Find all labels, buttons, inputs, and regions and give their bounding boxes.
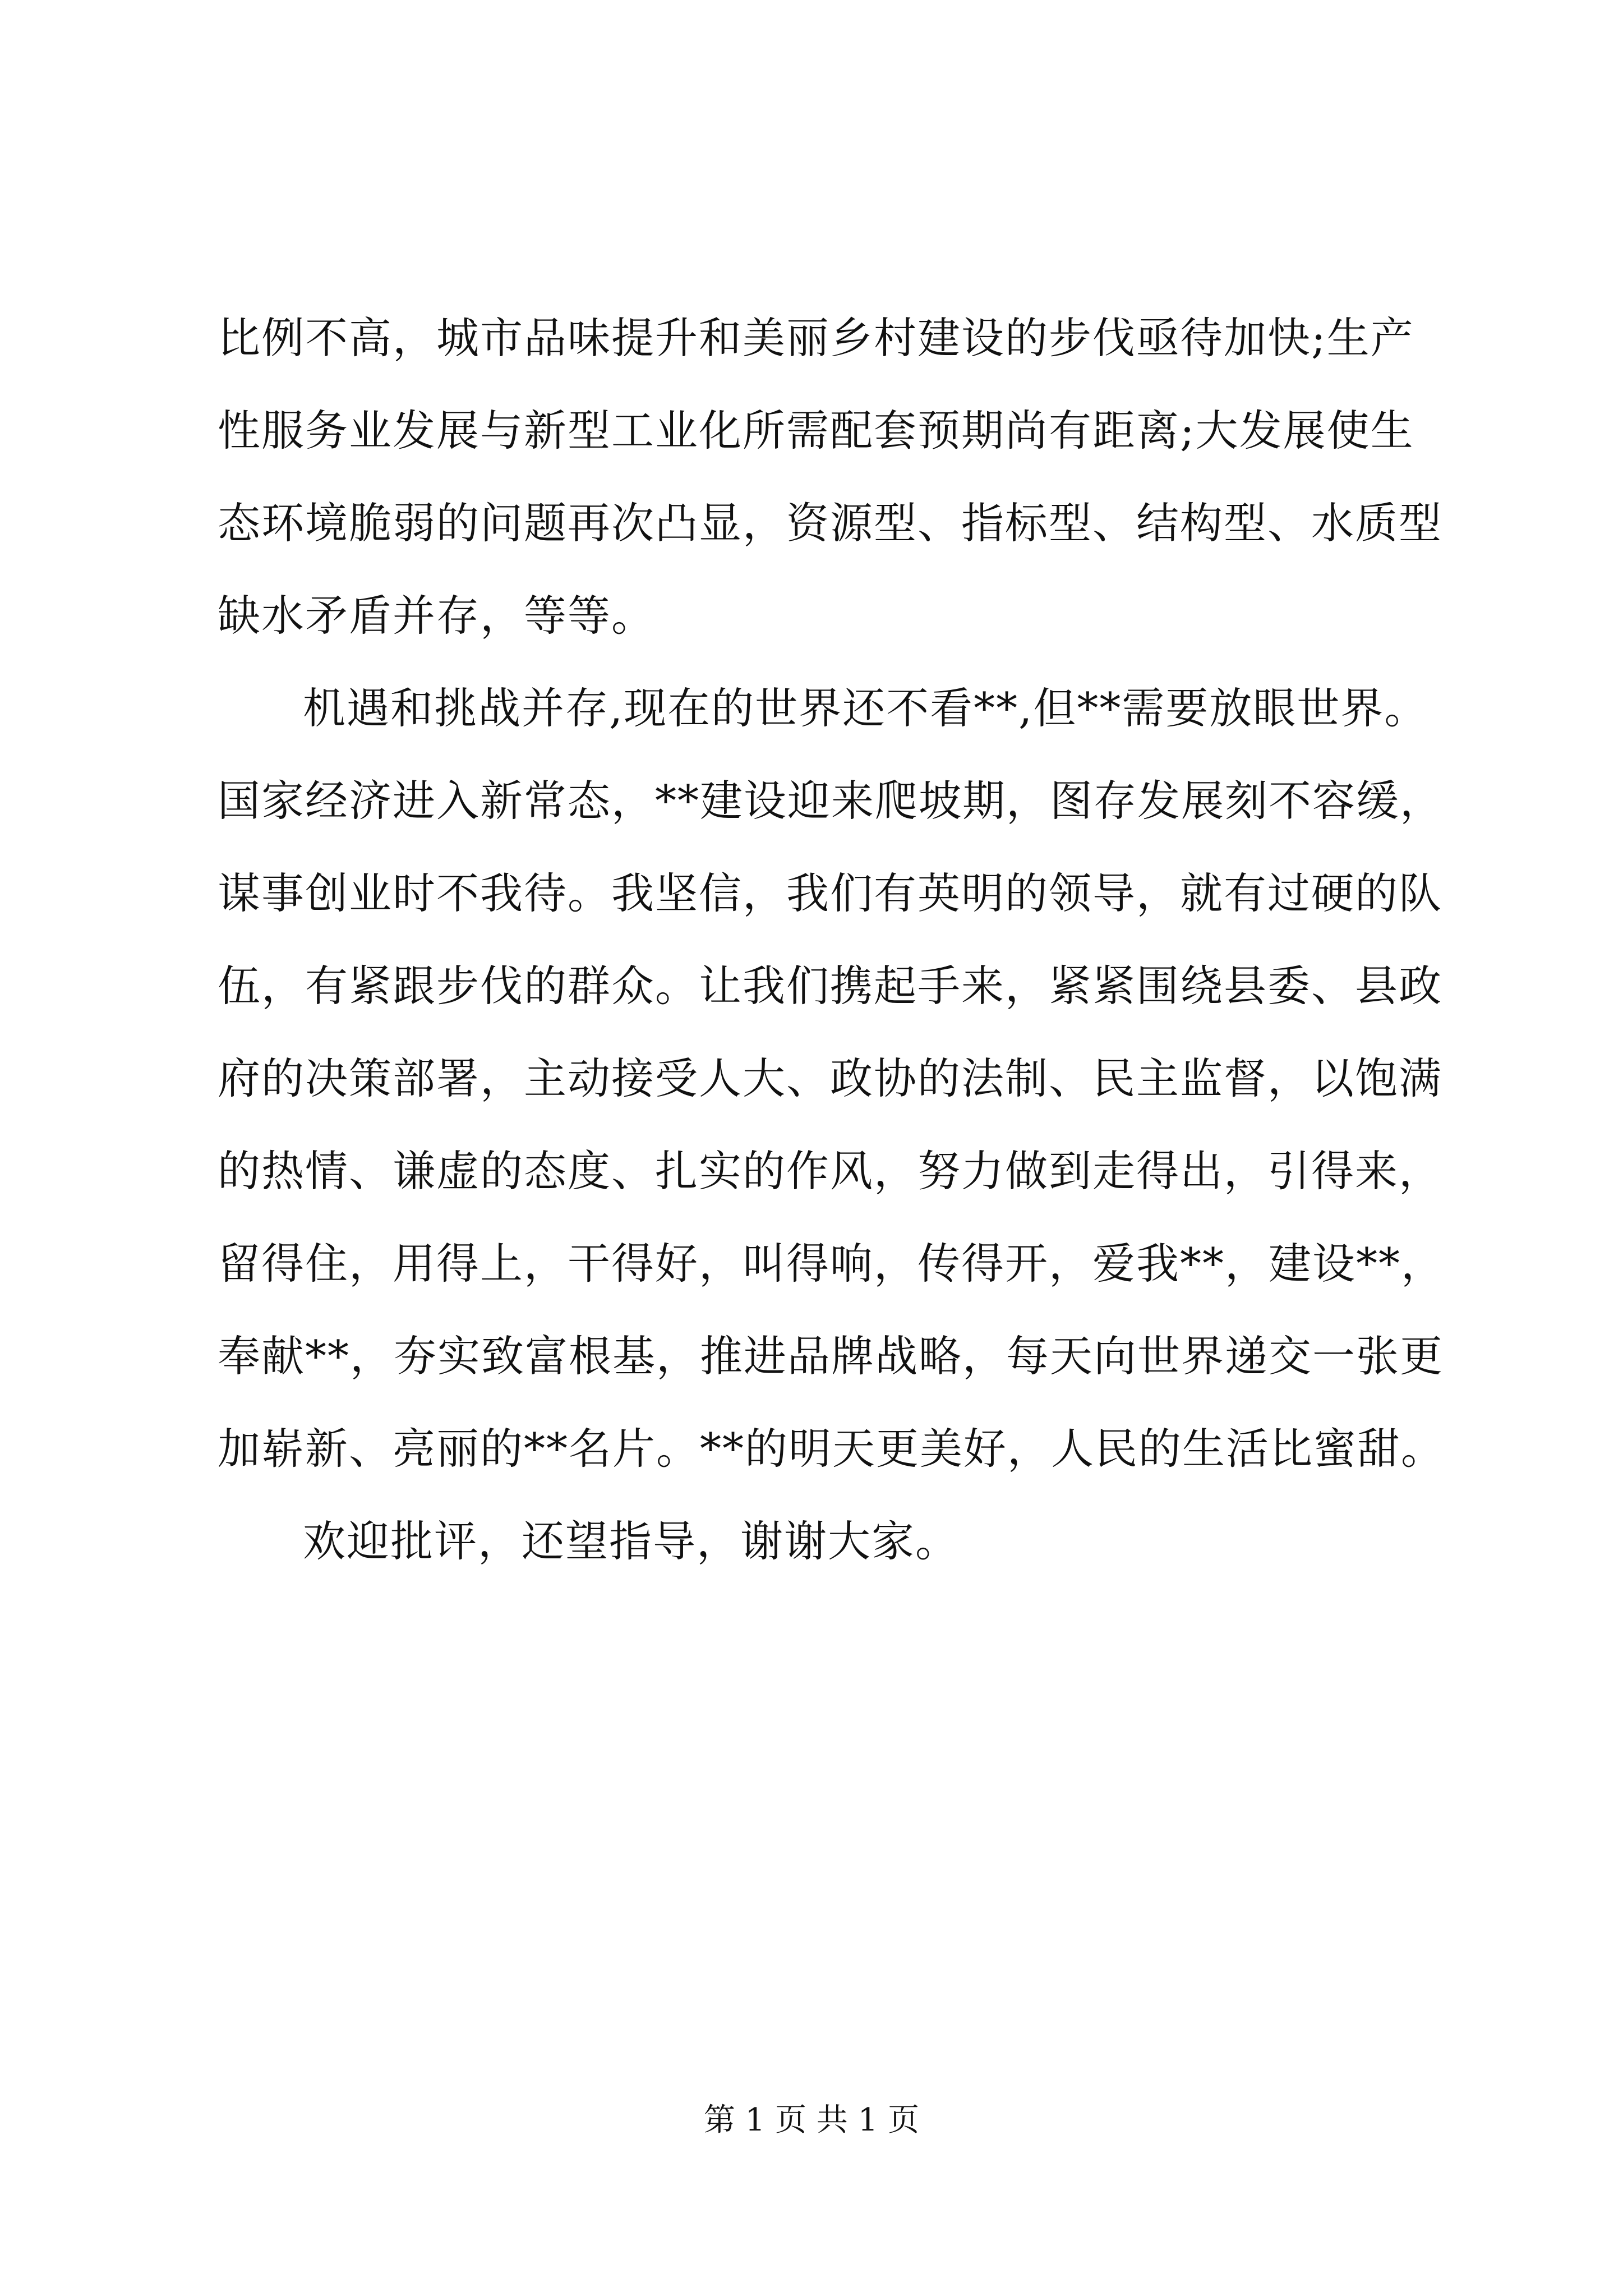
text-line: 性服务业发展与新型工业化所需配套预期尚有距离;大发展使生 [218,406,1414,455]
text-line: 奉献**，夯实致富根基，推进品牌战略，每天向世界递交一张更 [218,1331,1444,1381]
text-line: 加崭新、亮丽的**名片。**的明天更美好，人民的生活比蜜甜。 [218,1424,1445,1474]
text-line: 府的决策部署，主动接受人大、政协的法制、民主监督，以饱满 [218,1053,1442,1103]
text-line: 态环境脆弱的问题再次凸显，资源型、指标型、结构型、水质型 [218,498,1442,548]
text-line: 的热情、谦虚的态度、扎实的作风，努力做到走得出，引得来， [218,1146,1442,1196]
paragraph-start-line: 机遇和挑战并存,现在的世界还不看**,但**需要放眼世界。 [303,683,1428,733]
text-line: 比例不高，城市品味提升和美丽乡村建设的步伐亟待加快;生产 [218,313,1414,363]
document-body [218,292,1445,1588]
closing-line: 欢迎批评，还望指导，谢谢大家。 [303,1516,959,1566]
text-line: 伍，有紧跟步伐的群众。让我们携起手来，紧紧围绕县委、县政 [218,961,1442,1011]
page-number-footer: 第 1 页 共 1 页 [703,2102,920,2138]
text-line: 国家经济进入新常态，**建设迎来爬坡期，图存发展刻不容缓， [218,776,1444,826]
text-line: 留得住，用得上，干得好，叫得响，传得开，爱我**，建设**， [218,1239,1445,1289]
text-line: 缺水矛盾并存，等等。 [218,591,655,641]
text-line: 谋事创业时不我待。我坚信，我们有英明的领导，就有过硬的队 [218,868,1442,918]
